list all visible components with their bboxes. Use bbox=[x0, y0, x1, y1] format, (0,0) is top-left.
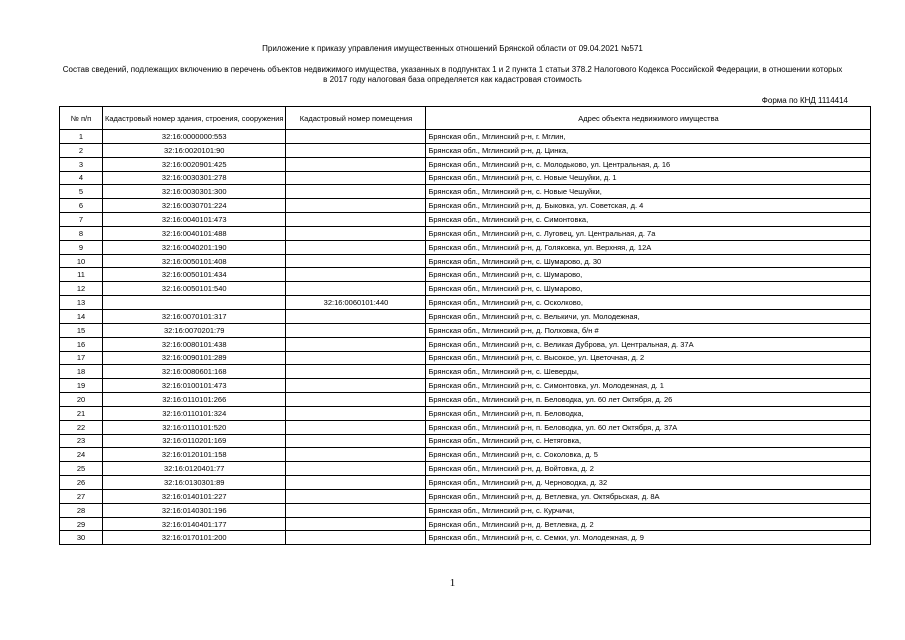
table-row bbox=[60, 448, 871, 462]
cell-premises-cadastral bbox=[286, 420, 426, 434]
cell-number: 1 bbox=[60, 130, 103, 144]
cell-number: 16 bbox=[60, 337, 103, 351]
table-row bbox=[60, 434, 871, 448]
cell-address: Брянская обл., Мглинский р-н, п. Беловодка, bbox=[426, 406, 871, 420]
cell-number: 9 bbox=[60, 240, 103, 254]
cell-address: Брянская обл., Мглинский р-н, д. Голяковка, ул. Верхняя, д. 12А bbox=[426, 240, 871, 254]
table-row bbox=[60, 254, 871, 268]
cell-premises-cadastral bbox=[286, 213, 426, 227]
table-row bbox=[60, 282, 871, 296]
table-row bbox=[60, 323, 871, 337]
cell-building-cadastral: 32:16:0030301:278 bbox=[103, 171, 286, 185]
cell-address: Брянская обл., Мглинский р-н, с. Курчичи, bbox=[426, 503, 871, 517]
cell-address: Брянская обл., Мглинский р-н, д. Войтовка, д. 2 bbox=[426, 462, 871, 476]
cell-premises-cadastral bbox=[286, 199, 426, 213]
form-code: Форма по КНД 1114414 bbox=[761, 96, 848, 105]
cell-address: Брянская обл., Мглинский р-н, с. Луговец, ул. Центральная, д. 7а bbox=[426, 226, 871, 240]
cell-number: 18 bbox=[60, 365, 103, 379]
cell-number: 8 bbox=[60, 226, 103, 240]
cell-building-cadastral: 32:16:0070201:79 bbox=[103, 323, 286, 337]
cell-address: Брянская обл., Мглинский р-н, д. Полховка, б/н # bbox=[426, 323, 871, 337]
cell-number: 25 bbox=[60, 462, 103, 476]
cell-number: 10 bbox=[60, 254, 103, 268]
table-row bbox=[60, 393, 871, 407]
cell-premises-cadastral bbox=[286, 226, 426, 240]
cell-address: Брянская обл., Мглинский р-н, с. Осколково, bbox=[426, 296, 871, 310]
cell-building-cadastral: 32:16:0140301:196 bbox=[103, 503, 286, 517]
cell-premises-cadastral bbox=[286, 503, 426, 517]
table-row bbox=[60, 143, 871, 157]
table-row bbox=[60, 185, 871, 199]
cell-building-cadastral: 32:16:0120401:77 bbox=[103, 462, 286, 476]
cell-building-cadastral: 32:16:0020901:425 bbox=[103, 157, 286, 171]
cell-number: 30 bbox=[60, 531, 103, 545]
cell-building-cadastral: 32:16:0120101:158 bbox=[103, 448, 286, 462]
cell-premises-cadastral bbox=[286, 130, 426, 144]
cell-building-cadastral: 32:16:0140401:177 bbox=[103, 517, 286, 531]
cell-building-cadastral: 32:16:0030701:224 bbox=[103, 199, 286, 213]
page-number: 1 bbox=[449, 577, 456, 589]
table-row bbox=[60, 213, 871, 227]
cell-premises-cadastral bbox=[286, 379, 426, 393]
cell-building-cadastral: 32:16:0110101:520 bbox=[103, 420, 286, 434]
cell-number: 27 bbox=[60, 489, 103, 503]
cell-building-cadastral: 32:16:0110101:324 bbox=[103, 406, 286, 420]
cell-premises-cadastral bbox=[286, 393, 426, 407]
document-subtitle: Состав сведений, подлежащих включению в перечень объектов недвижимого имущества, указанных в подпунктах 1 и 2 пункта 1 статьи 378.2 Налогового Кодекса Российской Федерации, в отношении которых в 2017 году налоговая база определяется как кадастровая стоимость bbox=[62, 65, 843, 84]
cell-number: 2 bbox=[60, 143, 103, 157]
cell-number: 23 bbox=[60, 434, 103, 448]
cell-address: Брянская обл., Мглинский р-н, с. Симонтовка, bbox=[426, 213, 871, 227]
table-row bbox=[60, 199, 871, 213]
cell-building-cadastral: 32:16:0080101:438 bbox=[103, 337, 286, 351]
table-row bbox=[60, 476, 871, 490]
cell-premises-cadastral bbox=[286, 157, 426, 171]
cell-address: Брянская обл., Мглинский р-н, д. Быковка, ул. Советская, д. 4 bbox=[426, 199, 871, 213]
table-row bbox=[60, 462, 871, 476]
cell-number: 7 bbox=[60, 213, 103, 227]
cell-address: Брянская обл., Мглинский р-н, с. Новые Чешуйки, bbox=[426, 185, 871, 199]
cell-address: Брянская обл., Мглинский р-н, с. Семки, ул. Молодежная, д. 9 bbox=[426, 531, 871, 545]
cell-address: Брянская обл., Мглинский р-н, п. Беловодка, ул. 60 лет Октября, д. 26 bbox=[426, 393, 871, 407]
column-header-address: Адрес объекта недвижимого имущества bbox=[426, 107, 871, 130]
cell-building-cadastral: 32:16:0110201:169 bbox=[103, 434, 286, 448]
table-row bbox=[60, 517, 871, 531]
cell-address: Брянская обл., Мглинский р-н, с. Новые Чешуйки, д. 1 bbox=[426, 171, 871, 185]
cell-building-cadastral: 32:16:0070101:317 bbox=[103, 309, 286, 323]
document-title: Приложение к приказу управления имущественных отношений Брянской области от 09.04.2021 №571 bbox=[262, 44, 643, 53]
cell-premises-cadastral bbox=[286, 309, 426, 323]
cell-premises-cadastral bbox=[286, 282, 426, 296]
cell-number: 12 bbox=[60, 282, 103, 296]
cell-premises-cadastral bbox=[286, 434, 426, 448]
cell-number: 24 bbox=[60, 448, 103, 462]
cell-building-cadastral: 32:16:0090101:289 bbox=[103, 351, 286, 365]
cell-number: 17 bbox=[60, 351, 103, 365]
cell-address: Брянская обл., Мглинский р-н, д. Цинка, bbox=[426, 143, 871, 157]
cell-premises-cadastral bbox=[286, 351, 426, 365]
cell-premises-cadastral bbox=[286, 531, 426, 545]
cell-building-cadastral: 32:16:0020101:90 bbox=[103, 143, 286, 157]
table-row bbox=[60, 351, 871, 365]
cell-building-cadastral: 32:16:0110101:266 bbox=[103, 393, 286, 407]
table-header-row bbox=[60, 107, 871, 130]
table-row bbox=[60, 240, 871, 254]
property-table bbox=[59, 106, 871, 545]
cell-building-cadastral: 32:16:0050101:408 bbox=[103, 254, 286, 268]
cell-premises-cadastral: 32:16:0060101:440 bbox=[286, 296, 426, 310]
cell-number: 13 bbox=[60, 296, 103, 310]
cell-number: 6 bbox=[60, 199, 103, 213]
cell-building-cadastral: 32:16:0130301:89 bbox=[103, 476, 286, 490]
table-row bbox=[60, 130, 871, 144]
cell-premises-cadastral bbox=[286, 254, 426, 268]
cell-building-cadastral bbox=[103, 296, 286, 310]
cell-premises-cadastral bbox=[286, 406, 426, 420]
cell-address: Брянская обл., Мглинский р-н, д. Черноводка, д. 32 bbox=[426, 476, 871, 490]
cell-address: Брянская обл., Мглинский р-н, с. Великая Дуброва, ул. Центральная, д. 37А bbox=[426, 337, 871, 351]
cell-building-cadastral: 32:16:0080601:168 bbox=[103, 365, 286, 379]
cell-address: Брянская обл., Мглинский р-н, г. Мглин, bbox=[426, 130, 871, 144]
cell-building-cadastral: 32:16:0050101:434 bbox=[103, 268, 286, 282]
cell-address: Брянская обл., Мглинский р-н, с. Симонтовка, ул. Молодежная, д. 1 bbox=[426, 379, 871, 393]
column-header-premises-cadastral: Кадастровый номер помещения bbox=[286, 107, 426, 130]
cell-number: 28 bbox=[60, 503, 103, 517]
cell-premises-cadastral bbox=[286, 268, 426, 282]
column-header-number: № п/п bbox=[60, 107, 103, 130]
table-row bbox=[60, 531, 871, 545]
cell-premises-cadastral bbox=[286, 365, 426, 379]
cell-premises-cadastral bbox=[286, 240, 426, 254]
cell-address: Брянская обл., Мглинский р-н, с. Велькичи, ул. Молодежная, bbox=[426, 309, 871, 323]
cell-premises-cadastral bbox=[286, 462, 426, 476]
table-row bbox=[60, 226, 871, 240]
cell-premises-cadastral bbox=[286, 143, 426, 157]
table-row bbox=[60, 489, 871, 503]
table-row bbox=[60, 406, 871, 420]
cell-address: Брянская обл., Мглинский р-н, с. Шумарово, bbox=[426, 282, 871, 296]
cell-building-cadastral: 32:16:0140101:227 bbox=[103, 489, 286, 503]
cell-building-cadastral: 32:16:0030301:300 bbox=[103, 185, 286, 199]
cell-premises-cadastral bbox=[286, 171, 426, 185]
table-row bbox=[60, 309, 871, 323]
cell-address: Брянская обл., Мглинский р-н, с. Шеверды, bbox=[426, 365, 871, 379]
cell-address: Брянская обл., Мглинский р-н, д. Ветлевка, д. 2 bbox=[426, 517, 871, 531]
cell-number: 20 bbox=[60, 393, 103, 407]
table-row bbox=[60, 268, 871, 282]
cell-number: 5 bbox=[60, 185, 103, 199]
table-row bbox=[60, 379, 871, 393]
table-row bbox=[60, 365, 871, 379]
cell-number: 14 bbox=[60, 309, 103, 323]
cell-building-cadastral: 32:16:0000000:553 bbox=[103, 130, 286, 144]
cell-address: Брянская обл., Мглинский р-н, с. Высокое, ул. Цветочная, д. 2 bbox=[426, 351, 871, 365]
cell-number: 11 bbox=[60, 268, 103, 282]
table-row bbox=[60, 157, 871, 171]
cell-address: Брянская обл., Мглинский р-н, с. Соколовка, д. 5 bbox=[426, 448, 871, 462]
cell-building-cadastral: 32:16:0050101:540 bbox=[103, 282, 286, 296]
cell-premises-cadastral bbox=[286, 337, 426, 351]
cell-premises-cadastral bbox=[286, 323, 426, 337]
cell-building-cadastral: 32:16:0170101:200 bbox=[103, 531, 286, 545]
cell-address: Брянская обл., Мглинский р-н, п. Беловодка, ул. 60 лет Октября, д. 37А bbox=[426, 420, 871, 434]
cell-number: 29 bbox=[60, 517, 103, 531]
cell-number: 4 bbox=[60, 171, 103, 185]
cell-premises-cadastral bbox=[286, 476, 426, 490]
table-row bbox=[60, 171, 871, 185]
cell-address: Брянская обл., Мглинский р-н, с. Нетяговка, bbox=[426, 434, 871, 448]
column-header-building-cadastral: Кадастровый номер здания, строения, сооружения bbox=[103, 107, 286, 130]
cell-number: 21 bbox=[60, 406, 103, 420]
cell-number: 15 bbox=[60, 323, 103, 337]
cell-building-cadastral: 32:16:0040201:190 bbox=[103, 240, 286, 254]
cell-building-cadastral: 32:16:0100101:473 bbox=[103, 379, 286, 393]
cell-number: 22 bbox=[60, 420, 103, 434]
cell-address: Брянская обл., Мглинский р-н, с. Шумарово, д. 30 bbox=[426, 254, 871, 268]
cell-number: 26 bbox=[60, 476, 103, 490]
table-body bbox=[60, 130, 871, 545]
cell-premises-cadastral bbox=[286, 517, 426, 531]
table-row bbox=[60, 503, 871, 517]
cell-building-cadastral: 32:16:0040101:473 bbox=[103, 213, 286, 227]
cell-address: Брянская обл., Мглинский р-н, д. Ветлевка, ул. Октябрьская, д. 8А bbox=[426, 489, 871, 503]
cell-address: Брянская обл., Мглинский р-н, с. Шумарово, bbox=[426, 268, 871, 282]
cell-premises-cadastral bbox=[286, 448, 426, 462]
cell-address: Брянская обл., Мглинский р-н, с. Молодьково, ул. Центральная, д. 16 bbox=[426, 157, 871, 171]
cell-number: 19 bbox=[60, 379, 103, 393]
cell-number: 3 bbox=[60, 157, 103, 171]
cell-premises-cadastral bbox=[286, 185, 426, 199]
cell-premises-cadastral bbox=[286, 489, 426, 503]
table-row bbox=[60, 337, 871, 351]
cell-building-cadastral: 32:16:0040101:488 bbox=[103, 226, 286, 240]
table-row bbox=[60, 420, 871, 434]
table-row bbox=[60, 296, 871, 310]
